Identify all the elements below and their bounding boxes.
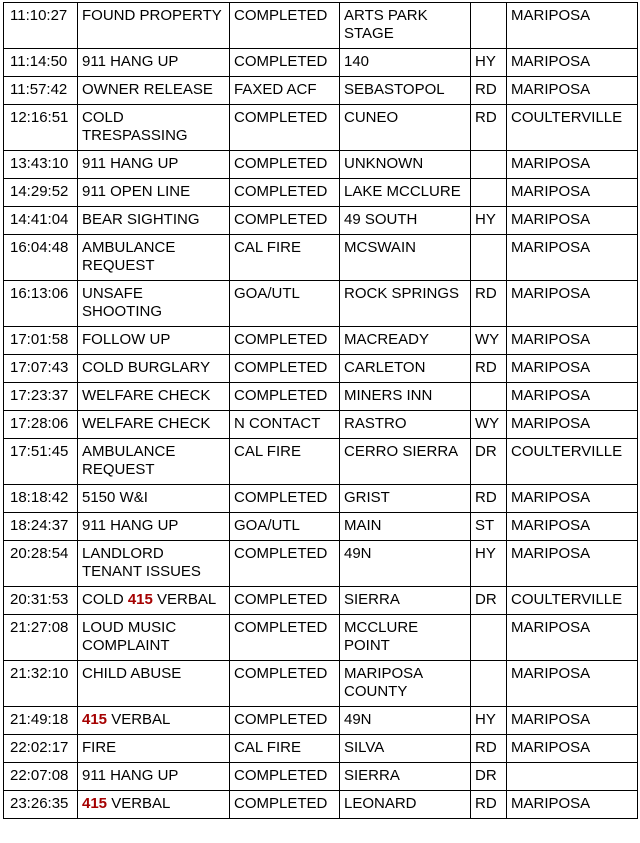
location-cell: MCSWAIN — [340, 235, 471, 281]
disposition-cell: COMPLETED — [230, 661, 340, 707]
street-type-cell — [471, 615, 507, 661]
street-type-cell: RD — [471, 791, 507, 819]
table-row — [4, 791, 638, 819]
street-type-cell: HY — [471, 707, 507, 735]
disposition-cell: COMPLETED — [230, 151, 340, 179]
call-type-text: WELFARE CHECK — [82, 415, 211, 432]
call-type-cell — [78, 439, 230, 485]
call-type-cell — [78, 355, 230, 383]
city-cell: MARIPOSA — [507, 3, 638, 49]
disposition-cell: FAXED ACF — [230, 77, 340, 105]
call-time-cell: 17:07:43 — [4, 355, 78, 383]
disposition-cell: COMPLETED — [230, 327, 340, 355]
city-cell: MARIPOSA — [507, 281, 638, 327]
disposition-cell: N CONTACT — [230, 411, 340, 439]
location-cell: ROCK SPRINGS — [340, 281, 471, 327]
street-type-cell — [471, 179, 507, 207]
location-cell: MCCLURE POINT — [340, 615, 471, 661]
table-row — [4, 207, 638, 235]
street-type-cell: DR — [471, 439, 507, 485]
city-cell: MARIPOSA — [507, 49, 638, 77]
disposition-cell: COMPLETED — [230, 707, 340, 735]
table-row — [4, 327, 638, 355]
street-type-cell — [471, 383, 507, 411]
call-type-text: COLD TRESPASSING — [82, 109, 188, 144]
table-row — [4, 661, 638, 707]
disposition-cell: COMPLETED — [230, 105, 340, 151]
call-type-cell — [78, 327, 230, 355]
city-cell: COULTERVILLE — [507, 439, 638, 485]
call-type-cell — [78, 763, 230, 791]
city-cell: MARIPOSA — [507, 235, 638, 281]
call-type-text: 5150 W&I — [82, 489, 148, 506]
call-time-cell: 22:07:08 — [4, 763, 78, 791]
table-row — [4, 281, 638, 327]
city-cell: MARIPOSA — [507, 207, 638, 235]
location-cell: 140 — [340, 49, 471, 77]
call-type-cell — [78, 383, 230, 411]
call-time-cell: 16:04:48 — [4, 235, 78, 281]
call-time-cell: 23:26:35 — [4, 791, 78, 819]
call-type-cell — [78, 587, 230, 615]
location-cell: MARIPOSA COUNTY — [340, 661, 471, 707]
city-cell: COULTERVILLE — [507, 587, 638, 615]
city-cell: MARIPOSA — [507, 541, 638, 587]
city-cell: MARIPOSA — [507, 327, 638, 355]
table-row — [4, 615, 638, 661]
table-row — [4, 513, 638, 541]
location-cell: GRIST — [340, 485, 471, 513]
call-type-text: VERBAL — [152, 591, 217, 608]
disposition-cell: COMPLETED — [230, 791, 340, 819]
call-log-table — [3, 2, 638, 819]
city-cell: MARIPOSA — [507, 179, 638, 207]
call-type-cell — [78, 485, 230, 513]
call-time-cell: 21:49:18 — [4, 707, 78, 735]
call-type-cell — [78, 3, 230, 49]
call-time-cell: 17:28:06 — [4, 411, 78, 439]
call-type-text: VERBAL — [107, 795, 171, 812]
call-type-text: COLD BURGLARY — [82, 359, 211, 376]
table-row — [4, 541, 638, 587]
table-row — [4, 235, 638, 281]
call-type-text: OWNER RELEASE — [82, 81, 213, 98]
call-time-cell: 11:10:27 — [4, 3, 78, 49]
disposition-cell: COMPLETED — [230, 763, 340, 791]
call-time-cell: 21:32:10 — [4, 661, 78, 707]
call-time-cell: 11:14:50 — [4, 49, 78, 77]
street-type-cell: HY — [471, 207, 507, 235]
table-row — [4, 77, 638, 105]
call-time-cell: 17:51:45 — [4, 439, 78, 485]
street-type-cell: RD — [471, 735, 507, 763]
disposition-cell: COMPLETED — [230, 541, 340, 587]
call-type-cell — [78, 791, 230, 819]
street-type-cell: DR — [471, 763, 507, 791]
disposition-cell: COMPLETED — [230, 383, 340, 411]
table-row — [4, 383, 638, 411]
city-cell: MARIPOSA — [507, 77, 638, 105]
call-time-cell: 17:01:58 — [4, 327, 78, 355]
location-cell: RASTRO — [340, 411, 471, 439]
call-time-cell: 21:27:08 — [4, 615, 78, 661]
call-type-cell — [78, 707, 230, 735]
call-time-cell: 14:41:04 — [4, 207, 78, 235]
city-cell — [507, 763, 638, 791]
table-row — [4, 49, 638, 77]
call-type-cell — [78, 235, 230, 281]
disposition-cell: CAL FIRE — [230, 439, 340, 485]
call-time-cell: 22:02:17 — [4, 735, 78, 763]
disposition-cell: COMPLETED — [230, 179, 340, 207]
call-time-cell: 14:29:52 — [4, 179, 78, 207]
table-row — [4, 587, 638, 615]
street-type-cell: RD — [471, 77, 507, 105]
call-type-prefix: COLD — [82, 591, 128, 608]
street-type-cell — [471, 3, 507, 49]
call-type-text: LANDLORD TENANT ISSUES — [82, 545, 201, 580]
location-cell: UNKNOWN — [340, 151, 471, 179]
call-type-text: LOUD MUSIC COMPLAINT — [82, 619, 177, 654]
city-cell: MARIPOSA — [507, 485, 638, 513]
call-type-text: WELFARE CHECK — [82, 387, 211, 404]
call-type-cell — [78, 513, 230, 541]
call-type-cell — [78, 77, 230, 105]
call-type-cell — [78, 179, 230, 207]
table-row — [4, 105, 638, 151]
location-cell: SIERRA — [340, 587, 471, 615]
city-cell: COULTERVILLE — [507, 105, 638, 151]
city-cell: MARIPOSA — [507, 411, 638, 439]
disposition-cell: COMPLETED — [230, 485, 340, 513]
location-cell: CERRO SIERRA — [340, 439, 471, 485]
location-cell: CUNEO — [340, 105, 471, 151]
disposition-cell: GOA/UTL — [230, 281, 340, 327]
city-cell: MARIPOSA — [507, 151, 638, 179]
call-type-cell — [78, 49, 230, 77]
call-type-text: 911 HANG UP — [82, 155, 179, 172]
call-time-cell: 20:31:53 — [4, 587, 78, 615]
disposition-cell: COMPLETED — [230, 615, 340, 661]
table-row — [4, 411, 638, 439]
street-type-cell: ST — [471, 513, 507, 541]
call-type-text: BEAR SIGHTING — [82, 211, 200, 228]
location-cell: 49N — [340, 707, 471, 735]
street-type-cell: WY — [471, 327, 507, 355]
city-cell: MARIPOSA — [507, 707, 638, 735]
street-type-cell: RD — [471, 485, 507, 513]
street-type-cell: WY — [471, 411, 507, 439]
disposition-cell: COMPLETED — [230, 587, 340, 615]
call-type-text: CHILD ABUSE — [82, 665, 182, 682]
table-row — [4, 735, 638, 763]
street-type-cell: HY — [471, 49, 507, 77]
location-cell: LAKE MCCLURE — [340, 179, 471, 207]
call-type-text: FOLLOW UP — [82, 331, 171, 348]
call-time-cell: 16:13:06 — [4, 281, 78, 327]
call-type-text: AMBULANCE REQUEST — [82, 239, 176, 274]
call-type-cell — [78, 105, 230, 151]
table-row — [4, 179, 638, 207]
call-type-text: 911 HANG UP — [82, 517, 179, 534]
call-log-body — [4, 3, 638, 819]
street-type-cell — [471, 661, 507, 707]
call-type-text: FOUND PROPERTY — [82, 7, 222, 24]
call-type-cell — [78, 541, 230, 587]
call-type-text: VERBAL — [107, 711, 171, 728]
call-type-text: 911 HANG UP — [82, 53, 179, 70]
disposition-cell: GOA/UTL — [230, 513, 340, 541]
disposition-cell: COMPLETED — [230, 355, 340, 383]
table-row — [4, 439, 638, 485]
location-cell: MINERS INN — [340, 383, 471, 411]
call-type-cell — [78, 661, 230, 707]
table-row — [4, 485, 638, 513]
call-time-cell: 18:18:42 — [4, 485, 78, 513]
location-cell: MAIN — [340, 513, 471, 541]
location-cell: CARLETON — [340, 355, 471, 383]
call-type-text: 911 OPEN LINE — [82, 183, 191, 200]
city-cell: MARIPOSA — [507, 615, 638, 661]
call-type-cell — [78, 735, 230, 763]
location-cell: SEBASTOPOL — [340, 77, 471, 105]
call-time-cell: 13:43:10 — [4, 151, 78, 179]
city-cell: MARIPOSA — [507, 383, 638, 411]
street-type-cell: DR — [471, 587, 507, 615]
call-type-text: FIRE — [82, 739, 117, 756]
call-type-text: 911 HANG UP — [82, 767, 179, 784]
disposition-cell: COMPLETED — [230, 3, 340, 49]
disposition-cell: CAL FIRE — [230, 735, 340, 763]
table-row — [4, 707, 638, 735]
location-cell: 49N — [340, 541, 471, 587]
disposition-cell: COMPLETED — [230, 49, 340, 77]
location-cell: MACREADY — [340, 327, 471, 355]
call-type-cell — [78, 411, 230, 439]
call-type-cell — [78, 281, 230, 327]
location-cell: ARTS PARK STAGE — [340, 3, 471, 49]
disposition-cell: COMPLETED — [230, 207, 340, 235]
table-row — [4, 355, 638, 383]
table-row — [4, 763, 638, 791]
call-time-cell: 18:24:37 — [4, 513, 78, 541]
call-time-cell: 11:57:42 — [4, 77, 78, 105]
street-type-cell: RD — [471, 281, 507, 327]
street-type-cell: RD — [471, 355, 507, 383]
call-time-cell: 12:16:51 — [4, 105, 78, 151]
penal-code: 415 — [82, 711, 108, 728]
city-cell: MARIPOSA — [507, 735, 638, 763]
call-type-text: AMBULANCE REQUEST — [82, 443, 176, 478]
location-cell: LEONARD — [340, 791, 471, 819]
street-type-cell — [471, 151, 507, 179]
call-type-cell — [78, 151, 230, 179]
call-type-cell — [78, 207, 230, 235]
city-cell: MARIPOSA — [507, 513, 638, 541]
street-type-cell: RD — [471, 105, 507, 151]
call-time-cell: 20:28:54 — [4, 541, 78, 587]
city-cell: MARIPOSA — [507, 661, 638, 707]
city-cell: MARIPOSA — [507, 791, 638, 819]
call-type-cell — [78, 615, 230, 661]
table-row — [4, 3, 638, 49]
location-cell: SILVA — [340, 735, 471, 763]
street-type-cell: HY — [471, 541, 507, 587]
penal-code: 415 — [82, 795, 108, 812]
call-type-text: UNSAFE SHOOTING — [82, 285, 163, 320]
call-time-cell: 17:23:37 — [4, 383, 78, 411]
street-type-cell — [471, 235, 507, 281]
city-cell: MARIPOSA — [507, 355, 638, 383]
penal-code: 415 — [127, 591, 153, 608]
location-cell: 49 SOUTH — [340, 207, 471, 235]
table-row — [4, 151, 638, 179]
disposition-cell: CAL FIRE — [230, 235, 340, 281]
location-cell: SIERRA — [340, 763, 471, 791]
